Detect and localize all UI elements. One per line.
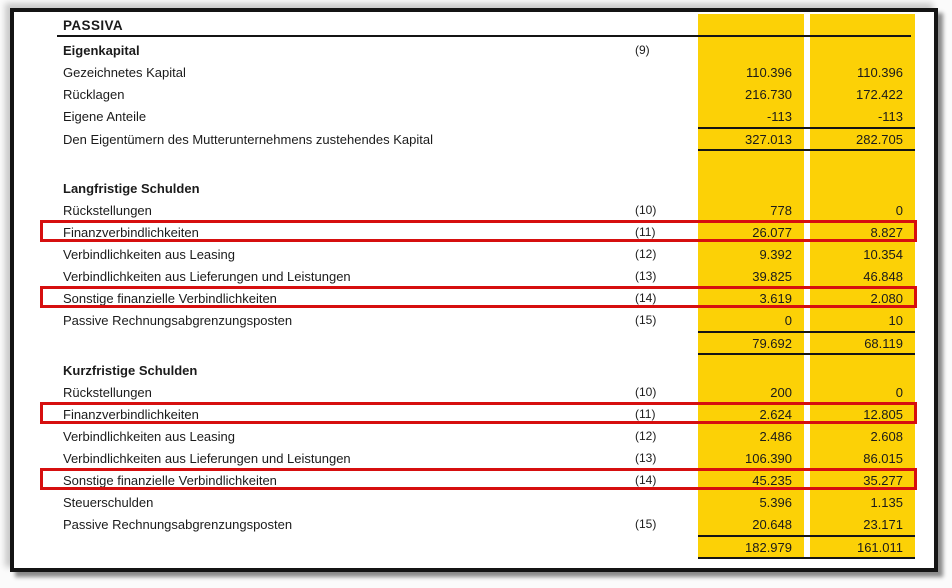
row-values: [698, 535, 915, 559]
row-values: [698, 243, 915, 265]
value-col2: 0: [895, 384, 903, 400]
value-col2: 23.171: [863, 516, 903, 532]
row-label: Eigene Anteile: [63, 108, 147, 124]
row-note: (12): [635, 429, 657, 443]
value-col1: 0: [784, 312, 792, 328]
row-values: [698, 491, 915, 513]
row-values: [698, 331, 915, 355]
table-row: [14, 309, 934, 331]
subtotal-row: [14, 127, 934, 151]
value-col2: 10.354: [863, 246, 903, 262]
table-row: [14, 243, 934, 265]
table-row: [14, 425, 934, 447]
value-col2: 1.135: [870, 494, 903, 510]
value-col1: 110.396: [745, 64, 792, 80]
value-col2: 0: [895, 202, 903, 218]
row-values: [698, 105, 915, 127]
row-label: Sonstige finanzielle Verbindlichkeiten: [63, 472, 277, 488]
value-col2: 172.422: [856, 86, 903, 102]
value-col2: 161.011: [856, 539, 903, 555]
table-header-row: [14, 17, 934, 35]
row-values: [698, 199, 915, 221]
header-rule: [57, 35, 911, 37]
row-values: [698, 61, 915, 83]
row-label: Rückstellungen: [63, 202, 152, 218]
row-label: Den Eigentümern des Mutterunternehmens zustehendes Kapital: [63, 131, 433, 147]
table-row-highlighted: [14, 287, 934, 309]
table-row: [14, 265, 934, 287]
value-col1: 79.692: [752, 335, 792, 351]
row-values: [698, 265, 915, 287]
row-values: [698, 83, 915, 105]
value-col2: 282.705: [856, 131, 903, 147]
row-note: (11): [635, 407, 656, 421]
value-col1: 39.825: [752, 268, 792, 284]
column-divider: [804, 177, 810, 199]
value-col2: -113: [877, 108, 903, 124]
column-divider: [804, 39, 810, 61]
section-heading-row: [14, 177, 934, 199]
row-label: Sonstige finanzielle Verbindlichkeiten: [63, 290, 277, 306]
row-label: Steuerschulden: [63, 494, 154, 510]
row-note: (15): [635, 313, 657, 327]
value-col1: -113: [766, 108, 792, 124]
row-label: Finanzverbindlichkeiten: [63, 224, 199, 240]
row-label: Gezeichnetes Kapital: [63, 64, 186, 80]
row-note: (11): [635, 225, 656, 239]
value-col1: 200: [770, 384, 792, 400]
spacer: [14, 151, 934, 177]
row-label: Finanzverbindlichkeiten: [63, 406, 199, 422]
row-values: [698, 469, 915, 491]
value-col2: 10: [888, 312, 903, 328]
table-row-highlighted: [14, 469, 934, 491]
value-col1: 2.486: [759, 428, 792, 444]
row-label: Passive Rechnungsabgrenzungsposten: [63, 516, 293, 532]
row-values: [698, 221, 915, 243]
row-values: [698, 513, 915, 535]
value-col2: 12.805: [863, 406, 903, 422]
value-col1: 20.648: [752, 516, 792, 532]
row-note: (10): [635, 203, 657, 217]
value-col1: 9.392: [759, 246, 792, 262]
row-values: [698, 359, 915, 381]
value-col2: 35.277: [863, 472, 903, 488]
table-row: [14, 513, 934, 535]
row-values: [698, 403, 915, 425]
table-row-highlighted: [14, 403, 934, 425]
row-values: [698, 127, 915, 151]
value-col2: 8.827: [870, 224, 903, 240]
row-label: Verbindlichkeiten aus Leasing: [63, 246, 236, 262]
value-col1: 3.619: [759, 290, 792, 306]
section-note: (9): [635, 43, 650, 57]
row-label: Verbindlichkeiten aus Leasing: [63, 428, 236, 444]
row-label: Verbindlichkeiten aus Lieferungen und Leistungen: [63, 450, 351, 466]
table-row: [14, 491, 934, 513]
row-note: (14): [635, 291, 657, 305]
table-row: [14, 105, 934, 127]
value-col1: 5.396: [759, 494, 792, 510]
section-heading: Eigenkapital: [63, 42, 140, 58]
value-col1: 327.013: [745, 131, 792, 147]
value-col1: 778: [770, 202, 792, 218]
section-heading-row: [14, 39, 934, 61]
row-label: Passive Rechnungsabgrenzungsposten: [63, 312, 293, 328]
row-label: Verbindlichkeiten aus Lieferungen und Leistungen: [63, 268, 351, 284]
row-values: [698, 177, 915, 199]
value-col2: 86.015: [863, 450, 903, 466]
value-col2: 68.119: [864, 335, 903, 351]
row-note: (12): [635, 247, 657, 261]
page-title: PASSIVA: [63, 18, 124, 33]
passiva-table: [14, 12, 934, 559]
row-values: [698, 425, 915, 447]
section-total-row: [14, 331, 934, 355]
table-row-highlighted: [14, 221, 934, 243]
row-values: [698, 309, 915, 331]
row-note: (13): [635, 269, 657, 283]
row-label: Rücklagen: [63, 86, 125, 102]
value-col2: 46.848: [863, 268, 903, 284]
value-col1: 216.730: [745, 86, 792, 102]
section-heading: Langfristige Schulden: [63, 180, 200, 196]
value-col1: 45.235: [752, 472, 792, 488]
row-note: (15): [635, 517, 657, 531]
balance-sheet-page: [10, 8, 938, 572]
value-col1: 106.390: [745, 450, 792, 466]
value-col2: 2.080: [870, 290, 903, 306]
column-divider: [804, 359, 810, 381]
section-total-row: [14, 535, 934, 559]
table-row: [14, 83, 934, 105]
value-col1: 2.624: [759, 406, 792, 422]
row-note: (13): [635, 451, 657, 465]
table-row: [14, 199, 934, 221]
table-row: [14, 447, 934, 469]
row-values: [698, 447, 915, 469]
section-heading-row: [14, 359, 934, 381]
row-values: [698, 381, 915, 403]
table-row: [14, 61, 934, 83]
row-values: [698, 287, 915, 309]
value-col2: 2.608: [870, 428, 903, 444]
row-note: (14): [635, 473, 657, 487]
value-col2: 110.396: [856, 64, 903, 80]
row-values: [698, 39, 915, 61]
section-heading: Kurzfristige Schulden: [63, 362, 198, 378]
value-col1: 182.979: [745, 539, 792, 555]
row-note: (10): [635, 385, 657, 399]
table-row: [14, 381, 934, 403]
row-label: Rückstellungen: [63, 384, 152, 400]
value-col1: 26.077: [752, 224, 792, 240]
